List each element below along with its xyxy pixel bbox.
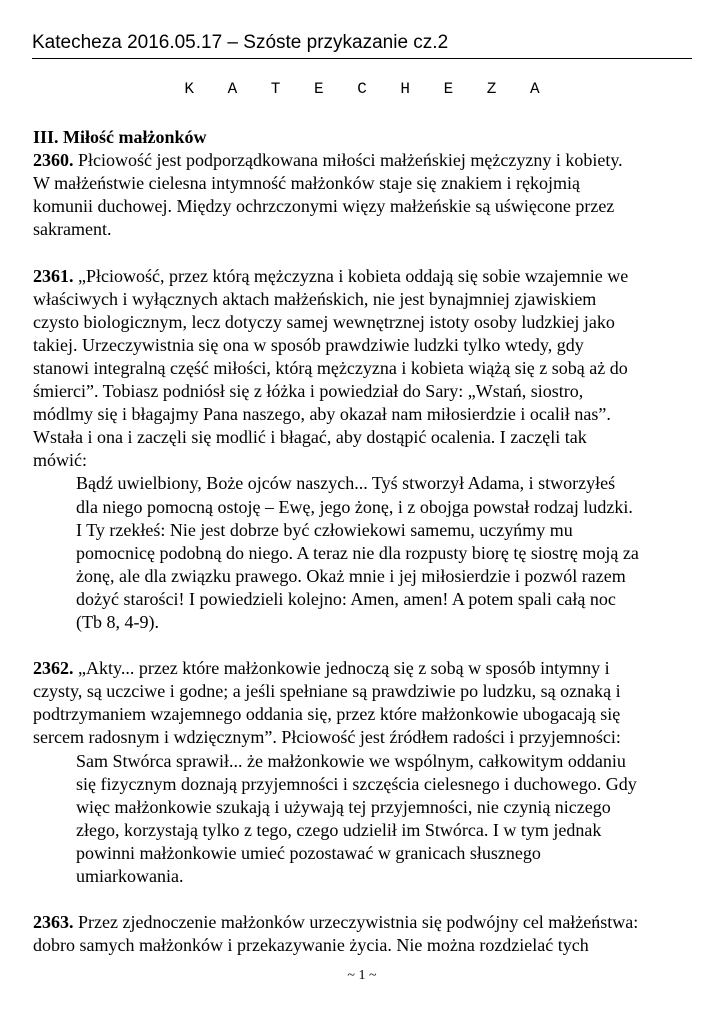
- section-heading: III. Miłość małżonków: [33, 127, 207, 147]
- paragraph-line: 2361. „Płciowość, przez którą mężczyzna i kobieta oddają się sobie wzajemnie we: [33, 265, 629, 286]
- paragraph-line: takiej. Urzeczywistnia się ona w sposób prawdziwie ludzki tylko wtedy, gdy: [33, 334, 584, 355]
- quote-line: I Ty rzekłeś: Nie jest dobrze być człowiekowi samemu, uczyńmy mu: [76, 519, 573, 540]
- paragraph-line: 2363. Przez zjednoczenie małżonków urzeczywistnia się podwójny cel małżeństwa:: [33, 912, 639, 933]
- paragraph-line: 2360. Płciowość jest podporządkowana miłości małżeńskiej mężczyzny i kobiety.: [33, 150, 623, 171]
- paragraph-line: módlmy się i błagajmy Pana naszego, aby okazał nam miłosierdzie i ocalił nas”.: [33, 404, 611, 425]
- quote-line: złego, korzystają tylko z tego, czego udzielił im Stwórca. I w tym jednak: [76, 819, 602, 840]
- paragraph-line: mówić:: [33, 450, 87, 471]
- quote-line: dożyć starości! I powiedzieli kolejno: Amen, amen! A potem spali całą noc: [76, 588, 616, 609]
- paragraph-line: czysto biologicznym, lecz dotyczy samej wewnętrznej istoty osoby ludzkiej jako: [33, 311, 615, 332]
- paragraph-line: sercem radosnym i wdzięcznym”. Płciowość jest źródłem radości i przyjemności:: [33, 727, 621, 748]
- blank-line: [33, 241, 703, 264]
- page-header: Katecheza 2016.05.17 – Szóste przykazanie cz.2: [32, 32, 449, 53]
- paragraph-line: 2362. „Akty... przez które małżonkowie jednoczą się z sobą w sposób intymny i: [33, 658, 610, 679]
- paragraph-line: śmierci”. Tobiasz podniósł się z łóżka i powiedział do Sary: „Wstań, siostro,: [33, 381, 584, 402]
- document-body: [33, 126, 703, 957]
- document-title: K A T E C H E Z A: [184, 80, 552, 98]
- blank-line: [33, 888, 703, 911]
- paragraph-number: 2363.: [33, 912, 74, 933]
- paragraph-line: dobro samych małżonków i przekazywanie życia. Nie można rozdzielać tych: [33, 935, 589, 956]
- quote-line: Sam Stwórca sprawił... że małżonkowie we wspólnym, całkowitym oddaniu: [76, 750, 626, 771]
- page-number: ~ 1 ~: [347, 968, 377, 983]
- paragraph-line: W małżeństwie cielesna intymność małżonków staje się znakiem i rękojmią: [33, 173, 580, 194]
- quote-line: się fizycznym doznają przyjemności i szczęścia cielesnego i duchowego. Gdy: [76, 773, 637, 794]
- quote-line: więc małżonkowie szukają i używają tej przyjemności, nie czynią niczego: [76, 796, 611, 817]
- quote-line: Bądź uwielbiony, Boże ojców naszych... Tyś stworzył Adama, i stworzyłeś: [76, 473, 616, 494]
- quote-line: dla niego pomocną ostoję – Ewę, jego żonę, i z obojga powstał rodzaj ludzki.: [76, 496, 633, 517]
- paragraph-line: sakrament.: [33, 219, 112, 240]
- quote-line: umiarkowania.: [76, 866, 184, 886]
- paragraph-line: właściwych i wyłącznych aktach małżeńskich, nie jest bynajmniej zjawiskiem: [33, 288, 597, 309]
- header-divider: [32, 58, 692, 59]
- paragraph-number: 2361.: [33, 265, 74, 286]
- paragraph-number: 2360.: [33, 150, 74, 171]
- paragraph-number: 2362.: [33, 658, 74, 679]
- quote-line: powinni małżonkowie umieć pozostawać w granicach słusznego: [76, 842, 541, 863]
- paragraph-line: podtrzymaniem wzajemnego oddania się, przez które małżonkowie ubogacają się: [33, 704, 621, 725]
- quote-line: pomocnicę podobną do niego. A teraz nie dla rozpusty biorę tę siostrę moją za: [76, 542, 639, 563]
- quote-line: (Tb 8, 4-9).: [76, 611, 159, 632]
- paragraph-line: komunii duchowej. Między ochrzczonymi więzy małżeńskie są uświęcone przez: [33, 196, 615, 217]
- paragraph-line: stanowi integralną część miłości, którą mężczyzna i kobieta wiążą się z sobą aż do: [33, 357, 628, 378]
- quote-line: żonę, ale dla związku prawego. Okaż mnie i jej miłosierdzie i pozwól razem: [76, 565, 626, 586]
- paragraph-line: Wstała i ona i zaczęli się modlić i błagać, aby dostąpić ocalenia. I zaczęli tak: [33, 427, 587, 448]
- paragraph-line: czysty, są uczciwe i godne; a jeśli spełniane są prawdziwie po ludzku, są oznaką i: [33, 681, 621, 702]
- blank-line: [33, 634, 703, 657]
